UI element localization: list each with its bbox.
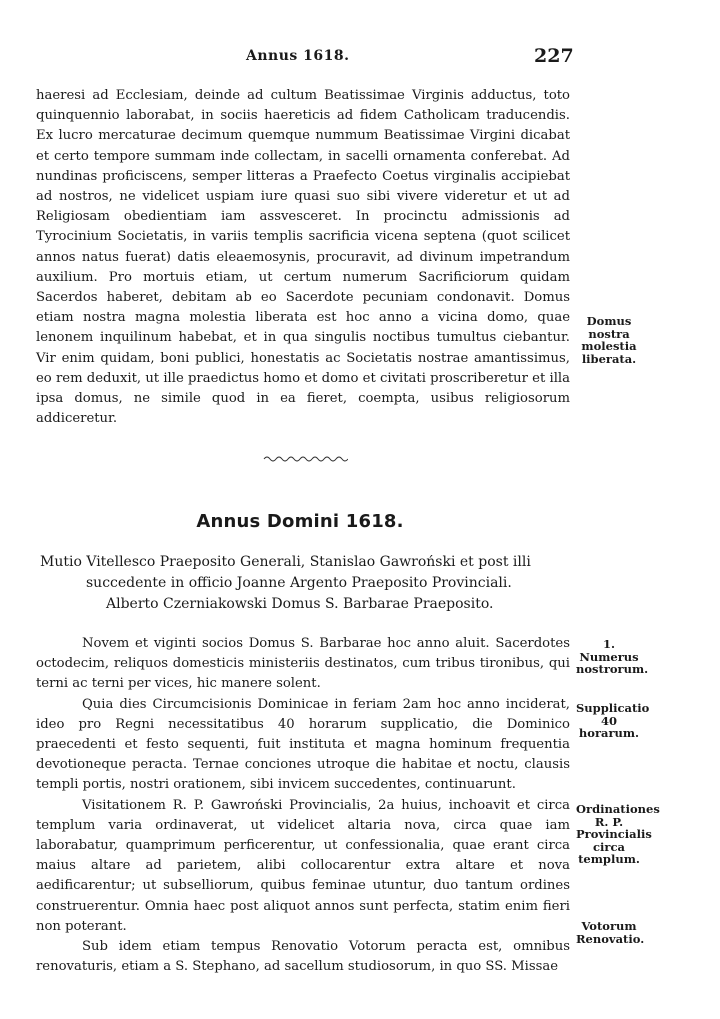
main-text-block bbox=[36, 634, 570, 977]
margin-note-numerus: 1. Numerus nostrorum. bbox=[576, 637, 649, 676]
officials-line-3: Alberto Czerniakowski Domus S. Barbarae Praeposito. bbox=[106, 596, 494, 612]
margin-note-votorum: Votorum Renovatio. bbox=[576, 919, 645, 946]
section-heading: Annus Domini 1618. bbox=[196, 511, 404, 532]
continued-paragraph: haeresi ad Ecclesiam, deinde ad cultum Beatissimae Virginis adductus, toto quinquennio laborabat, in sociis haereticis ad fidem Catholicam traducendis. Ex lucro mercaturae decimum quemque nummum Beatissimae Virgini dicabat et certo tempore summam inde collectam, in sacelli ornamenta conferebat. Ad nundinas proficiscens, semper litteras a Praefecto Coetus virginalis accipiebat ad nostros, ne videlicet uspiam iure quasi suo sibi vivere videretur et ut ad Religiosam obedientiam iam assvesceret. In procinctu admissionis ad Tyrocinium Societatis, in variis templis sacrificia vicena septena (quot scilicet annos natus fuerat) datis eleaemosynis, procuravit, ad divinum impetrandum auxilium. Pro mortuis etiam, ut certum numerum Sacrificiorum quidam Sacerdos haberet, debitam ab eo Sacerdote pecuniam condonavit. Domus etiam nostra magna molestia liberata est hoc anno a vicina domo, quae lenonem inquilinum habebat, et in qua singulis noctibus tumultus ciebantur. Vir enim quidam, boni publici, honestatis ac Societatis nostrae amantissimus, eo rem deduxit, ut ille praedictus homo et domo et civitati proscriberetur et illa ipsa domus, ne simile quod in ea fieret, coempta, usibus religiosorum addiceretur. bbox=[36, 88, 570, 427]
ornament-divider bbox=[262, 452, 348, 464]
top-text-block bbox=[36, 86, 570, 429]
margin-note-supplicatio: Supplicatio 40 horarum. bbox=[576, 701, 650, 740]
officials-line-2: succedente in officio Joanne Argento Praeposito Provinciali. bbox=[86, 575, 512, 591]
margin-note-ordinationes: Ordinationes R. P. Provincialis circa templum. bbox=[576, 802, 660, 866]
paragraph-numerus: Novem et viginti socios Domus S. Barbarae hoc anno aluit. Sacerdotes octodecim, reliquos domesticis ministeriis destinatos, cum tribus tironibus, qui terni ac terni per vices, hic manere solent. bbox=[36, 636, 570, 692]
officials-line-1: Mutio Vitellesco Praeposito Generali, Stanislao Gawroński et post illi bbox=[40, 554, 531, 570]
paragraph-renovatio: Sub idem etiam tempus Renovatio Votorum peracta est, omnibus renovaturis, etiam a S. Stephano, ad sacellum studiosorum, in quo SS. Missae bbox=[36, 939, 570, 975]
officials-block bbox=[40, 552, 580, 615]
paragraph-supplicatio: Quia dies Circumcisionis Dominicae in feriam 2am hoc anno inciderat, ideo pro Regni necessitatibus 40 horarum supplicatio, die Dominico praecedenti et festo sequenti, fuit instituta et magna hominum frequentia devotioneque peracta. Ternae conciones utroque die habitae et noctu, clausis templi portis, nostri orationem, sibi invicem succedentes, continuarunt. bbox=[36, 696, 570, 793]
margin-note-domus-molestia: Domus nostra molestia liberata. bbox=[581, 314, 637, 366]
running-head bbox=[0, 45, 720, 72]
paragraph-visitatio: Visitationem R. P. Gawroński Provincialis, 2a huius, inchoavit et circa templum varia ordinaverat, ut videlicet altaria nova, circa quae iam laborabatur, quamprimum perficerentur, ut confessionalia, quae erant circa maius altare ad parietem, alibi collocarentur extra altare et nova aedificarentur; ut subselliorum, quibus feminae utuntur, duo tantum ordines construerentur. Omnia haec post aliquot annos sunt perfecta, statim enim fieri non poterant. bbox=[36, 797, 570, 934]
running-title: Annus 1618. bbox=[246, 48, 350, 64]
page-number: 227 bbox=[534, 45, 574, 67]
